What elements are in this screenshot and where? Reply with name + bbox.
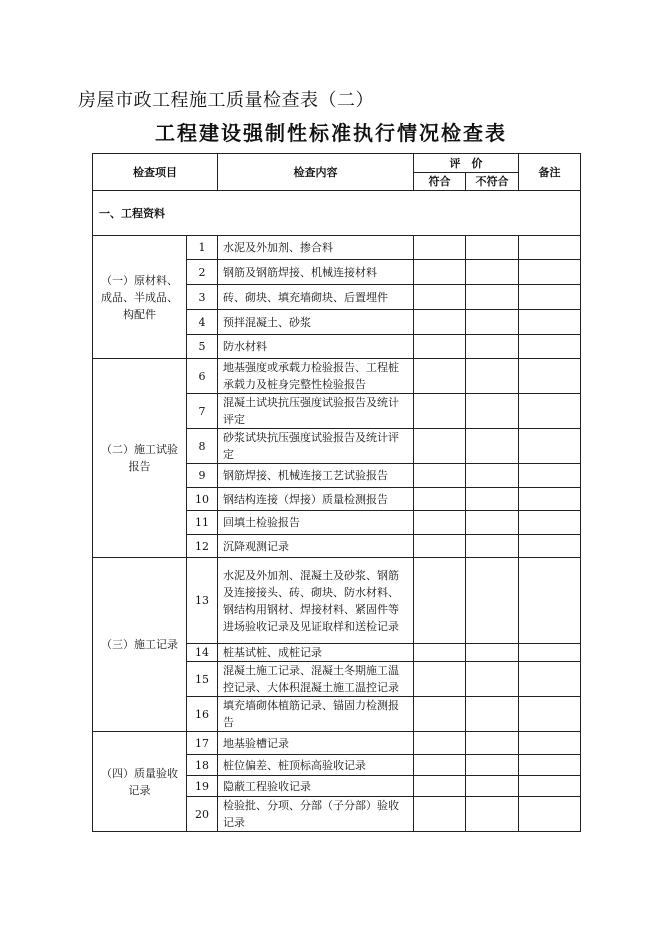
remarks-cell[interactable] [519, 558, 581, 644]
item-number: 6 [187, 359, 218, 394]
pass-cell[interactable] [414, 429, 466, 464]
pass-cell[interactable] [414, 285, 466, 310]
pass-cell[interactable] [414, 776, 466, 797]
table-title: 工程建设强制性标准执行情况检查表 [155, 121, 507, 145]
remarks-cell[interactable] [519, 755, 581, 776]
remarks-cell[interactable] [519, 464, 581, 488]
item-content: 填充墙砌体植筋记录、锚固力检测报告 [218, 697, 414, 732]
fail-cell[interactable] [466, 558, 519, 644]
fail-cell[interactable] [466, 511, 519, 535]
remarks-cell[interactable] [519, 644, 581, 662]
remarks-cell[interactable] [519, 394, 581, 429]
remarks-cell[interactable] [519, 429, 581, 464]
item-content: 钢筋焊接、机械连接工艺试验报告 [218, 464, 414, 488]
item-content: 防水材料 [218, 335, 414, 359]
remarks-cell[interactable] [519, 776, 581, 797]
remarks-cell[interactable] [519, 662, 581, 697]
category-label: （三）施工记录 [93, 558, 187, 732]
remarks-cell[interactable] [519, 511, 581, 535]
fail-cell[interactable] [466, 394, 519, 429]
item-number: 15 [187, 662, 218, 697]
remarks-cell[interactable] [519, 535, 581, 558]
item-number: 11 [187, 511, 218, 535]
header-fail: 不符合 [466, 173, 519, 191]
pass-cell[interactable] [414, 310, 466, 335]
pass-cell[interactable] [414, 662, 466, 697]
item-content: 砖、砌块、填充墙砌块、后置埋件 [218, 285, 414, 310]
remarks-cell[interactable] [519, 335, 581, 359]
fail-cell[interactable] [466, 697, 519, 732]
fail-cell[interactable] [466, 644, 519, 662]
item-number: 17 [187, 732, 218, 755]
header-pass: 符合 [414, 173, 466, 191]
pass-cell[interactable] [414, 236, 466, 260]
remarks-cell[interactable] [519, 488, 581, 511]
table-row [93, 236, 581, 260]
item-number: 16 [187, 697, 218, 732]
item-content: 沉降观测记录 [218, 535, 414, 558]
pass-cell[interactable] [414, 558, 466, 644]
category-label: （一）原材料、成品、半成品、构配件 [93, 236, 187, 359]
remarks-cell[interactable] [519, 359, 581, 394]
item-content: 混凝土试块抗压强度试验报告及统计评定 [218, 394, 414, 429]
fail-cell[interactable] [466, 662, 519, 697]
pass-cell[interactable] [414, 755, 466, 776]
fail-cell[interactable] [466, 776, 519, 797]
table-row [93, 359, 581, 394]
item-number: 14 [187, 644, 218, 662]
fail-cell[interactable] [466, 797, 519, 832]
item-number: 8 [187, 429, 218, 464]
pass-cell[interactable] [414, 697, 466, 732]
pass-cell[interactable] [414, 464, 466, 488]
fail-cell[interactable] [466, 236, 519, 260]
item-content: 钢结构连接（焊接）质量检测报告 [218, 488, 414, 511]
pass-cell[interactable] [414, 394, 466, 429]
inspection-table [92, 153, 581, 832]
pass-cell[interactable] [414, 488, 466, 511]
item-number: 19 [187, 776, 218, 797]
item-content: 隐蔽工程验收记录 [218, 776, 414, 797]
category-label: （四）质量验收记录 [93, 732, 187, 832]
table-row [93, 558, 581, 644]
item-content: 桩位偏差、桩顶标高验收记录 [218, 755, 414, 776]
remarks-cell[interactable] [519, 260, 581, 285]
fail-cell[interactable] [466, 359, 519, 394]
item-number: 5 [187, 335, 218, 359]
pass-cell[interactable] [414, 359, 466, 394]
pass-cell[interactable] [414, 797, 466, 832]
fail-cell[interactable] [466, 260, 519, 285]
remarks-cell[interactable] [519, 732, 581, 755]
item-number: 1 [187, 236, 218, 260]
item-content: 水泥及外加剂、混凝土及砂浆、钢筋及连接接头、砖、砌块、防水材料、钢结构用钢材、焊接材料、紧固件等进场验收记录及见证取样和送检记录 [218, 558, 414, 644]
fail-cell[interactable] [466, 310, 519, 335]
document-title: 房屋市政工程施工质量检查表（二） [78, 90, 374, 111]
item-content: 混凝土施工记录、混凝土冬期施工温控记录、大体积混凝土施工温控记录 [218, 662, 414, 697]
item-content: 地基验槽记录 [218, 732, 414, 755]
item-number: 7 [187, 394, 218, 429]
item-content: 检验批、分项、分部（子分部）验收记录 [218, 797, 414, 832]
fail-cell[interactable] [466, 732, 519, 755]
item-number: 20 [187, 797, 218, 832]
item-content: 回填土检验报告 [218, 511, 414, 535]
item-content: 桩基试桩、成桩记录 [218, 644, 414, 662]
item-number: 18 [187, 755, 218, 776]
item-content: 预拌混凝土、砂浆 [218, 310, 414, 335]
item-number: 13 [187, 558, 218, 644]
remarks-cell[interactable] [519, 697, 581, 732]
table-row [93, 732, 581, 755]
remarks-cell[interactable] [519, 236, 581, 260]
item-number: 2 [187, 260, 218, 285]
pass-cell[interactable] [414, 535, 466, 558]
fail-cell[interactable] [466, 285, 519, 310]
remarks-cell[interactable] [519, 797, 581, 832]
item-number: 12 [187, 535, 218, 558]
item-number: 9 [187, 464, 218, 488]
header-evaluation: 评 价 [414, 154, 519, 173]
fail-cell[interactable] [466, 429, 519, 464]
pass-cell[interactable] [414, 335, 466, 359]
pass-cell[interactable] [414, 260, 466, 285]
remarks-cell[interactable] [519, 285, 581, 310]
item-content: 钢筋及钢筋焊接、机械连接材料 [218, 260, 414, 285]
remarks-cell[interactable] [519, 310, 581, 335]
item-content: 地基强度或承载力检验报告、工程桩承载力及桩身完整性检验报告 [218, 359, 414, 394]
item-content: 砂浆试块抗压强度试验报告及统计评定 [218, 429, 414, 464]
pass-cell[interactable] [414, 732, 466, 755]
header-check-content: 检查内容 [218, 154, 414, 191]
header-check-item: 检查项目 [93, 154, 218, 191]
item-number: 10 [187, 488, 218, 511]
fail-cell[interactable] [466, 535, 519, 558]
fail-cell[interactable] [466, 335, 519, 359]
item-number: 3 [187, 285, 218, 310]
fail-cell[interactable] [466, 488, 519, 511]
item-content: 水泥及外加剂、掺合料 [218, 236, 414, 260]
section-title: 一、工程资料 [93, 191, 581, 236]
header-remarks: 备注 [519, 154, 581, 191]
category-label: （二）施工试验报告 [93, 359, 187, 558]
fail-cell[interactable] [466, 464, 519, 488]
item-number: 4 [187, 310, 218, 335]
pass-cell[interactable] [414, 644, 466, 662]
fail-cell[interactable] [466, 755, 519, 776]
pass-cell[interactable] [414, 511, 466, 535]
